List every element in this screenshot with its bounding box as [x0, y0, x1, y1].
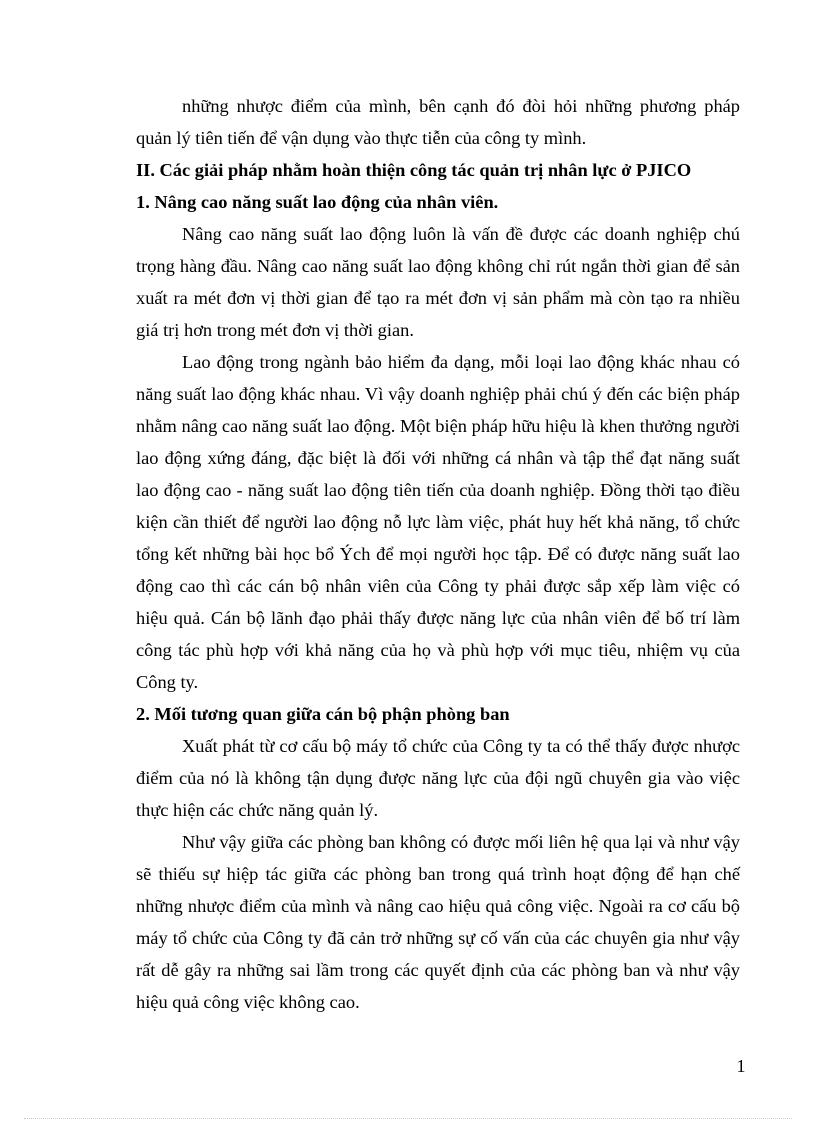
subsection-heading-2: 2. Mối tương quan giữa cán bộ phận phòng ban	[136, 704, 510, 724]
page-body	[136, 90, 740, 1018]
intro-paragraph: những nhược điểm của mình, bên cạnh đó đòi hỏi những phương pháp quản lý tiên tiến để vận dụng vào thực tiễn của công ty mình.	[136, 96, 740, 148]
body-paragraph-2: Lao động trong ngành bảo hiểm đa dạng, mỗi loại lao động khác nhau có năng suất lao động khác nhau. Vì vậy doanh nghiệp phải chú ý đến các biện pháp nhằm nâng cao năng suất lao động. Một biện pháp hữu hiệu là khen thưởng người lao động xứng đáng, đặc biệt là đối với những cá nhân và tập thể đạt năng suất lao động cao - năng suất lao động tiên tiến của doanh nghiệp. Đồng thời tạo điều kiện cần thiết để người lao động nỗ lực làm việc, phát huy hết khả năng, tổ chức tổng kết những bài học bổ Ých để mọi người học tập. Để có được năng suất lao động cao thì các cán bộ nhân viên của Công ty phải được sắp xếp làm việc có hiệu quả. Cán bộ lãnh đạo phải thấy được năng lực của nhân viên để bố trí làm công tác phù hợp với khả năng của họ và phù hợp với mục tiêu, nhiệm vụ của Công ty.	[136, 352, 740, 692]
body-paragraph-1: Nâng cao năng suất lao động luôn là vấn đề được các doanh nghiệp chú trọng hàng đầu. Nâng cao năng suất lao động không chỉ rút ngắn thời gian để sản xuất ra mét đơn vị thời gian để tạo ra mét đơn vị sản phẩm mà còn tạo ra nhiều giá trị hơn trong mét đơn vị thời gian.	[136, 224, 740, 340]
body-paragraph-3: Xuất phát từ cơ cấu bộ máy tổ chức của Công ty ta có thể thấy được nhược điểm của nó là không tận dụng được năng lực của đội ngũ chuyên gia vào việc thực hiện các chức năng quản lý.	[136, 736, 740, 820]
subsection-heading-1: 1. Nâng cao năng suất lao động của nhân viên.	[136, 192, 499, 212]
body-paragraph-4: Như vậy giữa các phòng ban không có được mối liên hệ qua lại và như vậy sẽ thiếu sự hiệp tác giữa các phòng ban trong quá trình hoạt động để hạn chế những nhược điểm của mình và nâng cao hiệu quả công việc. Ngoài ra cơ cấu bộ máy tổ chức của Công ty đã cản trở những sự cố vấn của các chuyên gia như vậy rất dễ gây ra những sai lầm trong các quyết định của các phòng ban và như vậy hiệu quả công việc không cao.	[136, 832, 740, 1012]
page-number: 1	[736, 1056, 746, 1076]
section-heading: II. Các giải pháp nhằm hoàn thiện công tác quản trị nhân lực ở PJICO	[136, 160, 692, 180]
page-bottom-divider	[24, 1118, 792, 1119]
